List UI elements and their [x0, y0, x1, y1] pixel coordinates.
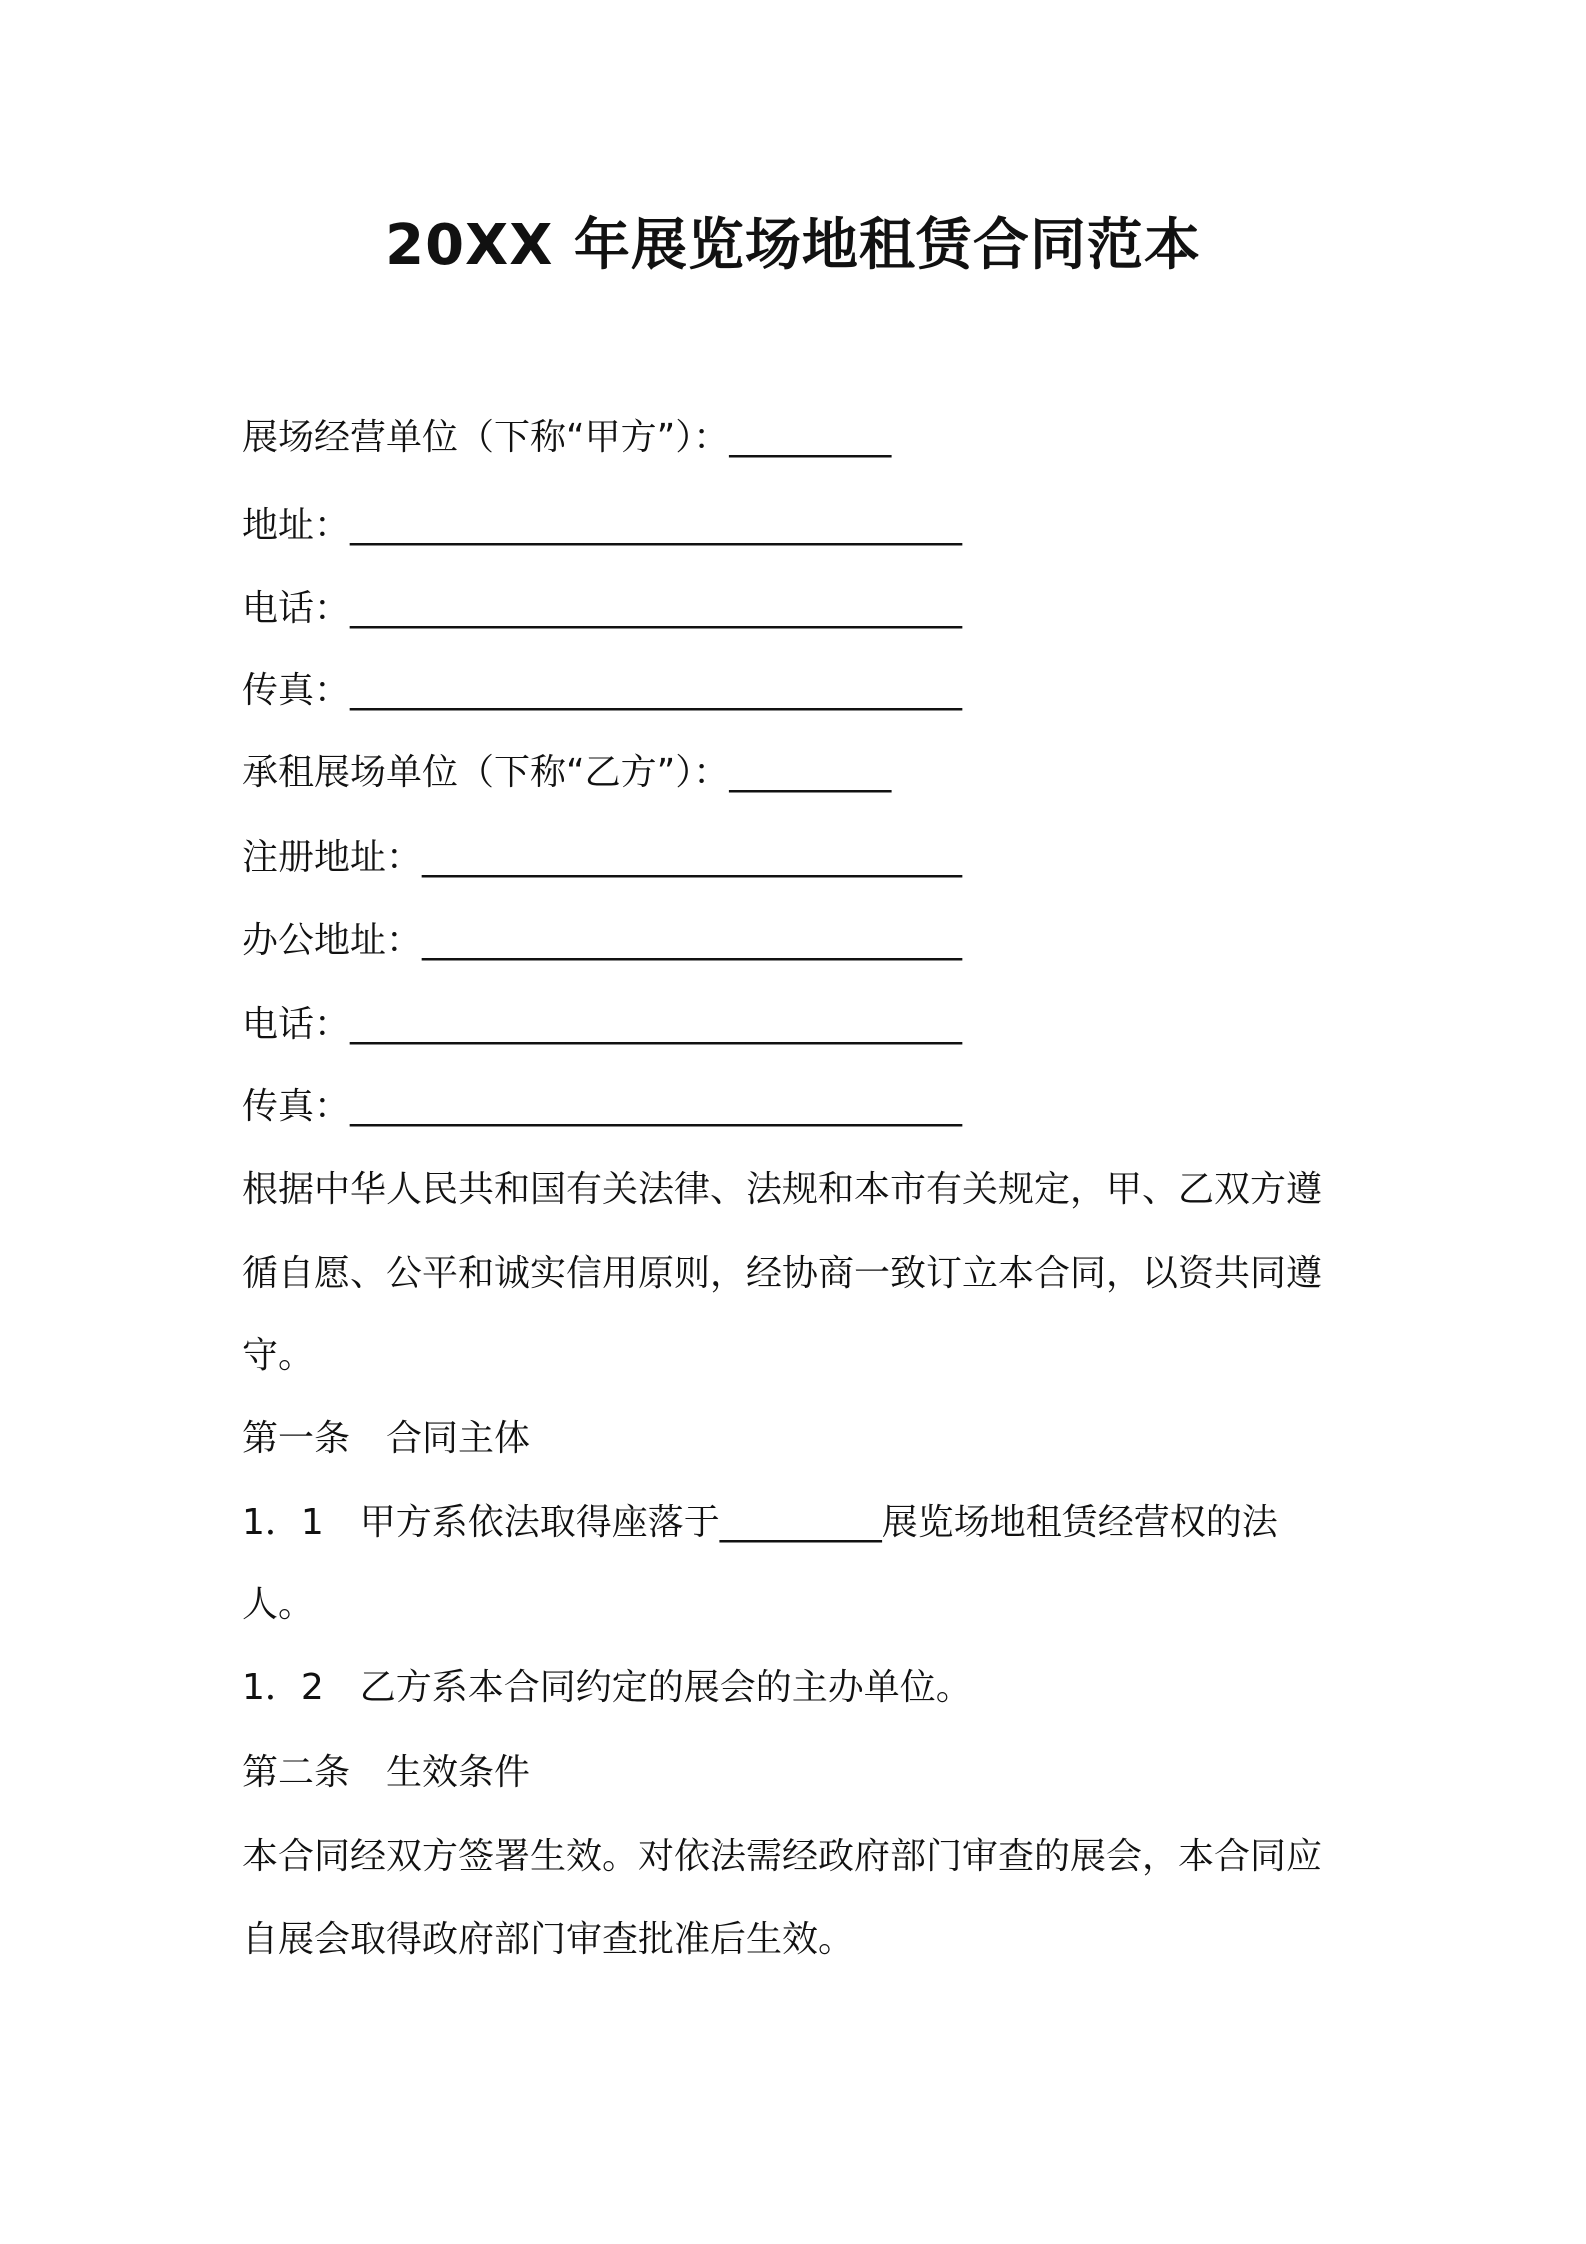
preamble-line-1: 根据中华人民共和国有关法律、法规和本市有关规定，甲、乙双方遵: [242, 1169, 1323, 1210]
party-a-phone-line: 电话：__________________________________: [242, 588, 963, 629]
article-2-text-line-1: 本合同经双方签署生效。对依法需经政府部门审查的展会，本合同应: [242, 1836, 1323, 1877]
clause-1-1-line-1: 1．1 甲方系依法取得座落于_________展览场地租赁经营权的法: [242, 1502, 1278, 1543]
clause-1-1-line-2: 人。: [242, 1584, 315, 1625]
party-b-fax-line: 传真：__________________________________: [242, 1086, 963, 1127]
article-1-heading: 第一条 合同主体: [242, 1418, 531, 1459]
party-a-address-line: 地址：__________________________________: [242, 505, 963, 546]
article-2-text-line-2: 自展会取得政府部门审查批准后生效。: [242, 1919, 855, 1960]
party-b-name-line: 承租展场单位（下称“乙方”）：_________: [242, 752, 892, 793]
party-b-registered-address-line: 注册地址：______________________________: [242, 837, 963, 878]
preamble-line-2: 循自愿、公平和诚实信用原则，经协商一致订立本合同，以资共同遵: [242, 1253, 1323, 1294]
clause-1-2: 1．2 乙方系本合同约定的展会的主办单位。: [242, 1667, 972, 1708]
article-2-heading: 第二条 生效条件: [242, 1752, 531, 1793]
party-a-fax-line: 传真：__________________________________: [242, 670, 963, 711]
document-title: 20XX 年展览场地租赁合同范本: [385, 213, 1201, 278]
party-a-name-line: 展场经营单位（下称“甲方”）：_________: [242, 417, 892, 458]
party-b-phone-line: 电话：__________________________________: [242, 1004, 963, 1045]
preamble-line-3: 守。: [242, 1335, 315, 1376]
party-b-office-address-line: 办公地址：______________________________: [242, 920, 963, 961]
